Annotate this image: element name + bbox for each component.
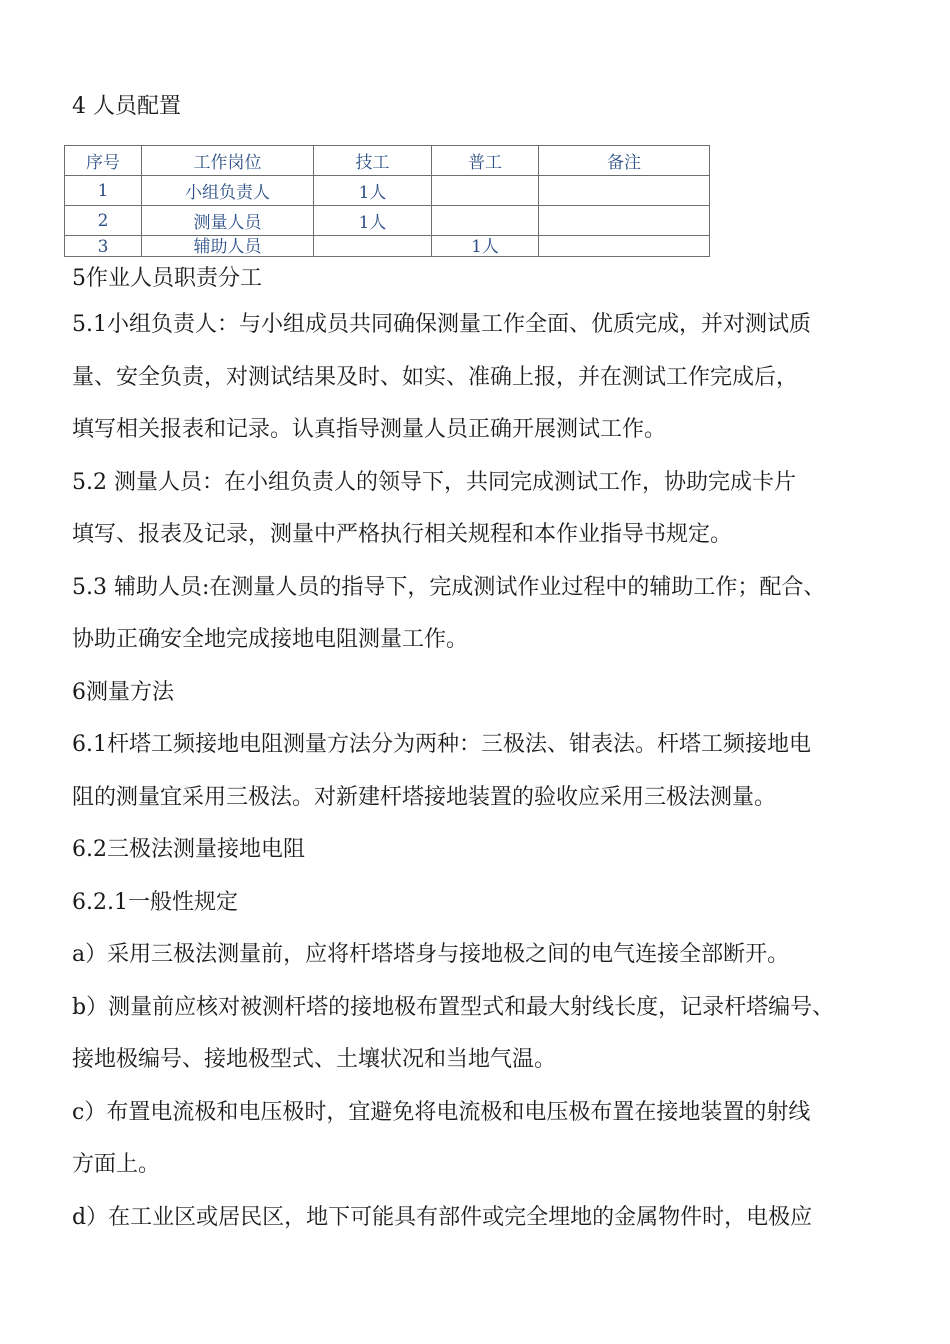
table-header-cell: 备注 — [539, 146, 710, 176]
table-header-cell: 序号 — [65, 146, 142, 176]
table-cell: 1 — [65, 176, 142, 206]
document-body — [72, 259, 922, 1244]
paragraph-line: 接地极编号、接地极型式、土壤状况和当地气温。 — [72, 1047, 557, 1072]
table-cell: 辅助人员 — [142, 236, 314, 257]
subsection-heading: 6.2.1一般性规定 — [72, 889, 238, 915]
list-item: c）布置电流极和电压极时，宜避免将电流极和电压极布置在接地装置的射线 — [72, 1099, 811, 1125]
table-row — [65, 206, 710, 236]
list-item: a）采用三极法测量前，应将杆塔塔身与接地极之间的电气连接全部断开。 — [72, 942, 790, 967]
table-header-cell: 技工 — [314, 146, 432, 176]
table-row — [65, 236, 710, 257]
personnel-table — [64, 145, 710, 257]
section-heading-method: 6测量方法 — [72, 679, 174, 705]
list-item: b）测量前应核对被测杆塔的接地极布置型式和最大射线长度，记录杆塔编号、 — [72, 994, 835, 1020]
table-cell: 测量人员 — [142, 206, 314, 236]
table-cell: 1人 — [314, 206, 432, 236]
table-cell: 3 — [65, 236, 142, 257]
paragraph-line: 6.1杆塔工频接地电阻测量方法分为两种：三极法、钳表法。杆塔工频接地电 — [72, 732, 811, 757]
table-header-cell: 工作岗位 — [142, 146, 314, 176]
table-header-cell: 普工 — [432, 146, 539, 176]
paragraph-line: 协助正确安全地完成接地电阻测量工作。 — [72, 627, 469, 652]
paragraph-line: 5.1小组负责人：与小组成员共同确保测量工作全面、优质完成，并对测试质 — [72, 312, 811, 337]
table-cell — [539, 206, 710, 236]
section-heading-personnel: 4 人员配置 — [72, 94, 181, 119]
paragraph-line: 5.3 辅助人员:在测量人员的指导下，完成测试作业过程中的辅助工作；配合、 — [72, 574, 826, 600]
paragraph-line: 填写相关报表和记录。认真指导测量人员正确开展测试工作。 — [72, 417, 667, 442]
paragraph-line: 量、安全负责，对测试结果及时、如实、准确上报，并在测试工作完成后， — [72, 364, 799, 390]
subsection-heading: 6.2三极法测量接地电阻 — [72, 837, 305, 862]
table-header-row — [65, 146, 710, 176]
table-cell — [539, 176, 710, 206]
table-cell: 1人 — [314, 176, 432, 206]
paragraph-line: 方面上。 — [72, 1152, 161, 1177]
paragraph-line: 阻的测量宜采用三极法。对新建杆塔接地装置的验收应采用三极法测量。 — [72, 784, 777, 810]
table-cell — [314, 236, 432, 257]
table-cell: 小组负责人 — [142, 176, 314, 206]
paragraph-line: 填写、报表及记录，测量中严格执行相关规程和本作业指导书规定。 — [72, 522, 733, 547]
table-cell — [539, 236, 710, 257]
table-cell: 1人 — [432, 236, 539, 257]
table-cell — [432, 176, 539, 206]
table-cell — [432, 206, 539, 236]
section-heading-duties: 5作业人员职责分工 — [72, 266, 262, 291]
list-item: d）在工业区或居民区，地下可能具有部件或完全埋地的金属物件时，电极应 — [72, 1204, 813, 1230]
table-cell: 2 — [65, 206, 142, 236]
table-row — [65, 176, 710, 206]
paragraph-line: 5.2 测量人员：在小组负责人的领导下，共同完成测试工作，协助完成卡片 — [72, 469, 796, 495]
